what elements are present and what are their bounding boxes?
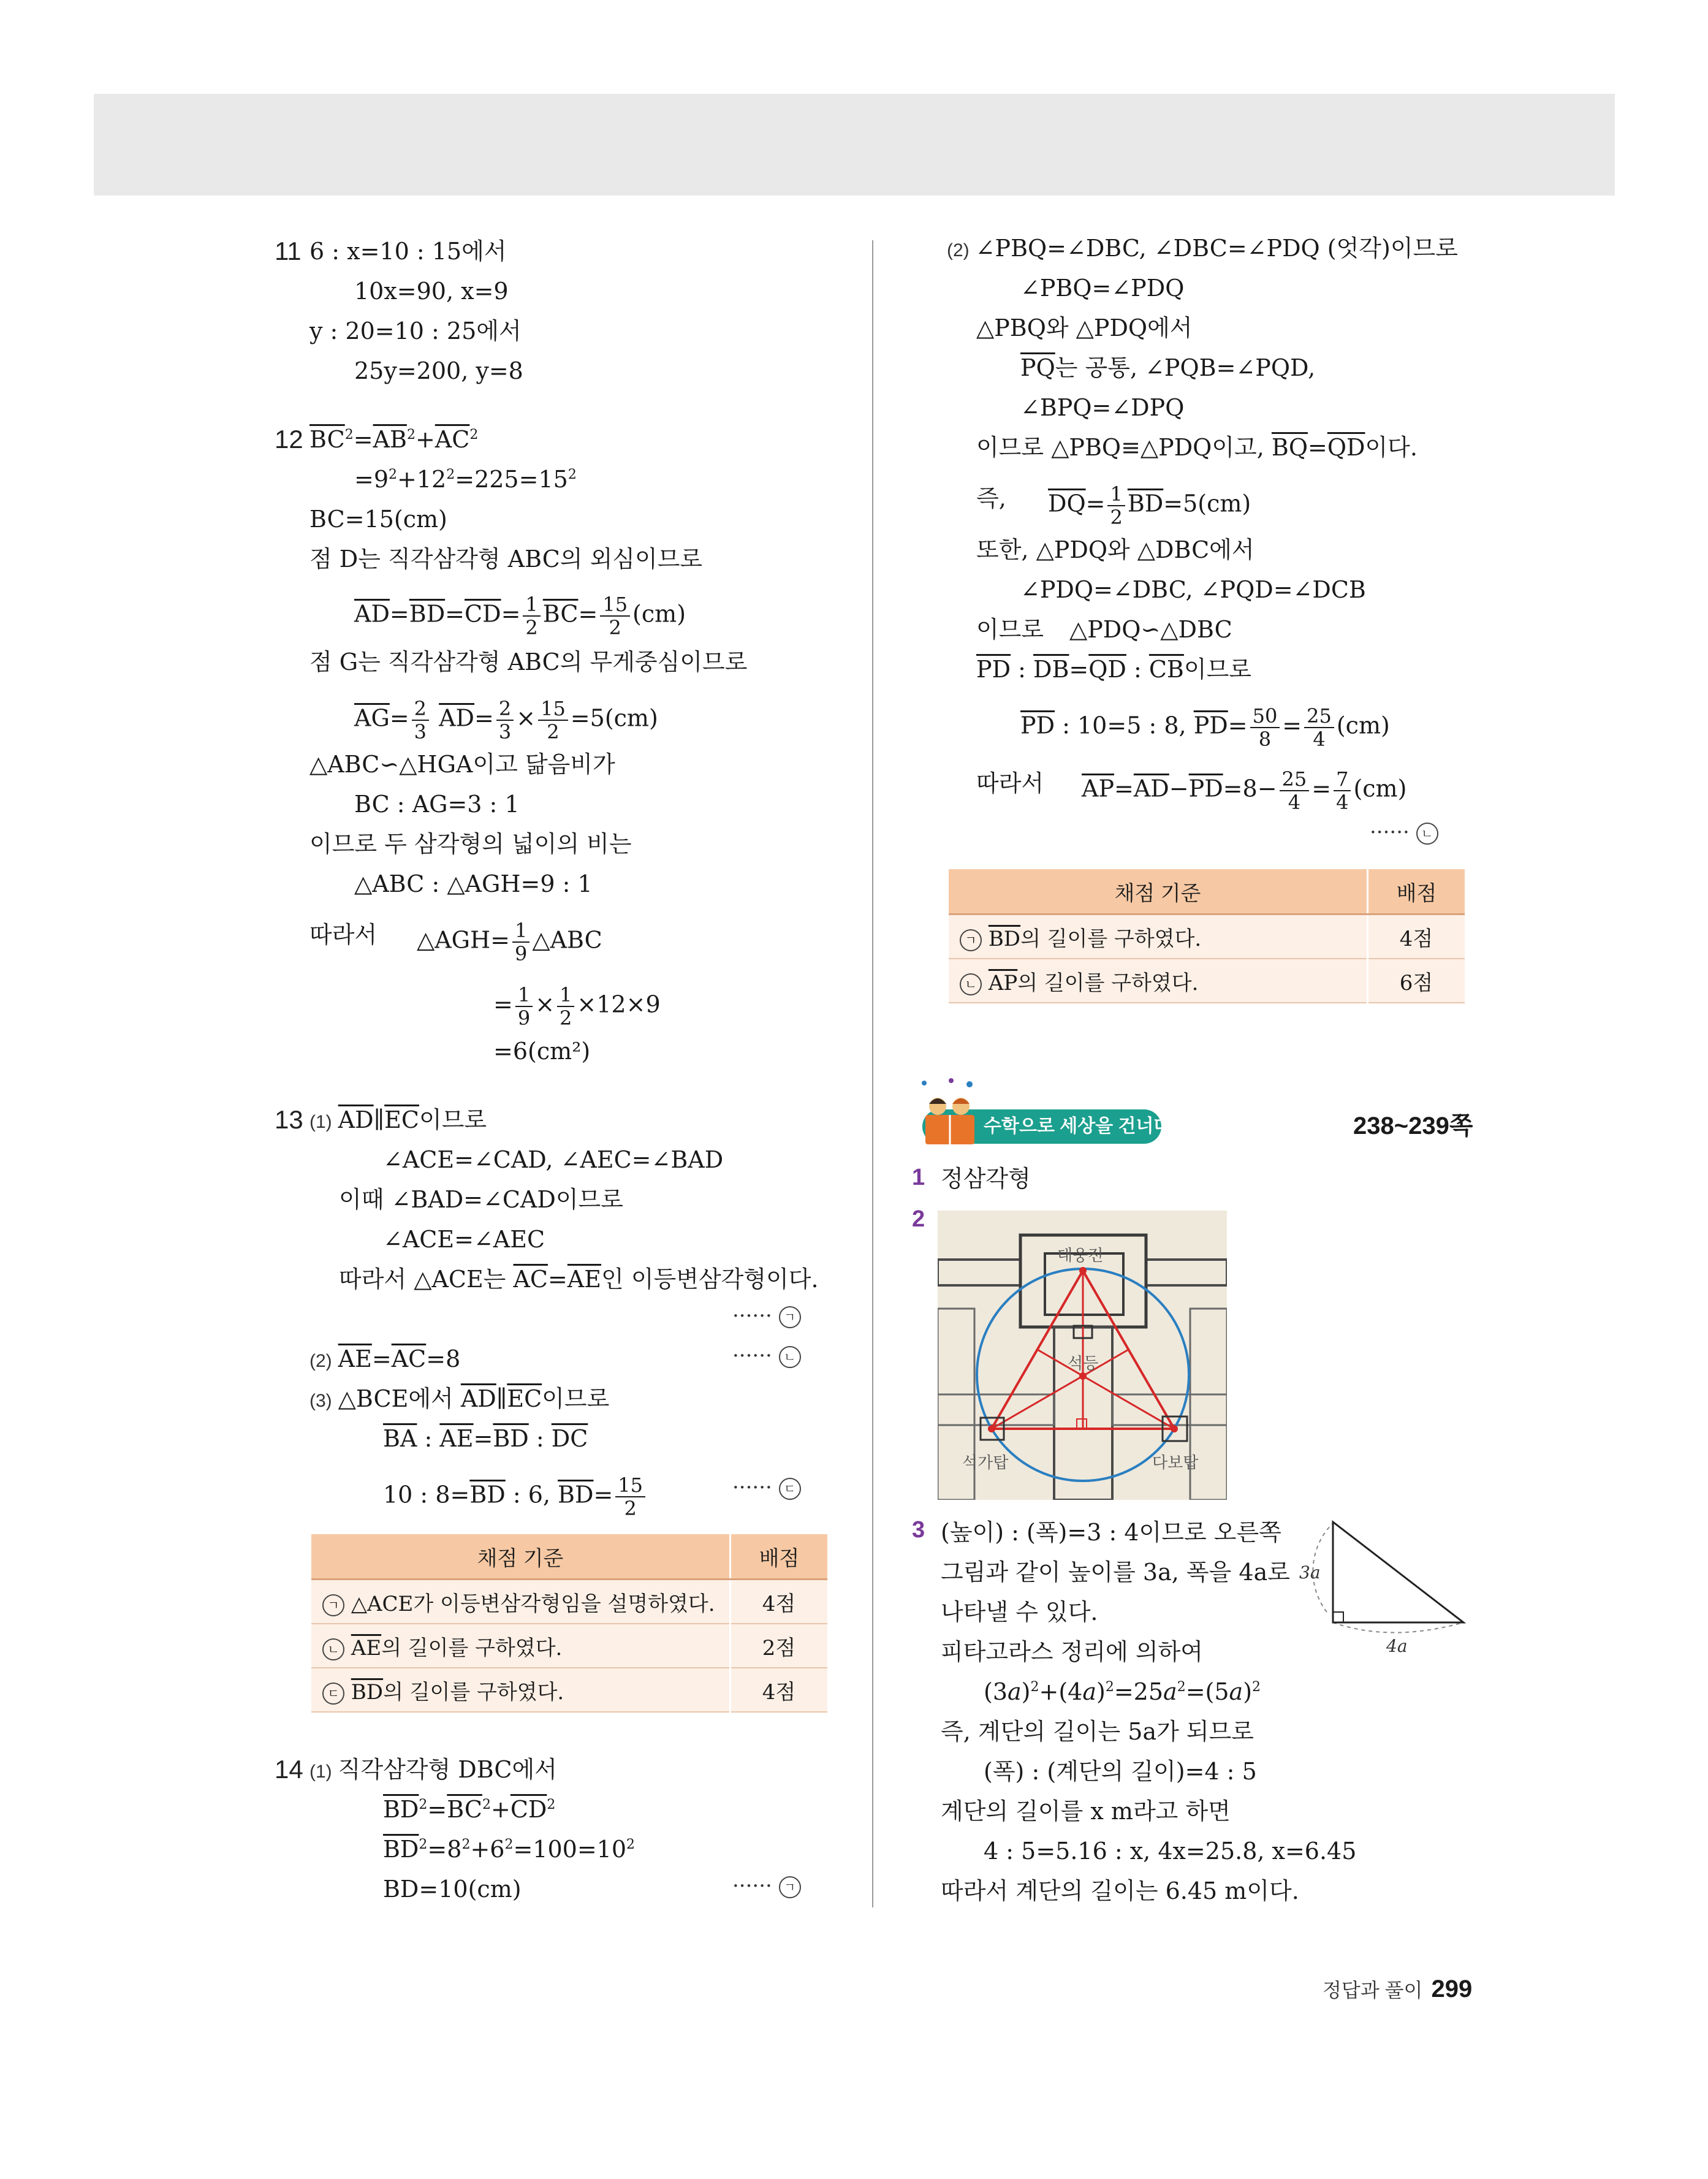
page-footer [1323, 1975, 1472, 2003]
math-line: $\overline{AD}=\overline{BD}=\overline{CD}=$ $\frac{1}{2}$ $\overline{BC}=$ $\frac{15}{2}$ (cm) [354, 593, 686, 639]
text-line: (1) $\overline{AD}\parallel\overline{EC}$이므로 [309, 1106, 487, 1133]
table-cell: 6점 [1368, 959, 1465, 1003]
footer-label: 정답과 풀이 [1323, 1979, 1423, 2001]
math-line: 이므로 △PBQ≡△PDQ이고, $\overline{BQ}=\overline{QD}$이다. [976, 434, 1418, 461]
grade-marker: ······ ㄴ [1370, 820, 1438, 845]
table-cell: ㄷ $\overline{BD}$의 길이를 구하였다. [311, 1668, 731, 1712]
page-number: 299 [1431, 1976, 1473, 2002]
column-divider [872, 240, 873, 1907]
map-label: 대웅전 [1057, 1246, 1104, 1264]
table-row [949, 959, 1465, 1003]
grade-marker: ······ ㄴ [732, 1344, 801, 1368]
math-line: $\overline{BA}$ : $\overline{AE}=\overline{BD}$ : $\overline{DC}$ [383, 1425, 588, 1452]
text-line: 그림과 같이 높이를 3a, 폭을 4a로 [941, 1559, 1290, 1586]
math-line: $\overline{PQ}$는 공통, ∠PQB=∠PQD, [1020, 354, 1316, 381]
answer-text: 정삼각형 [941, 1165, 1031, 1192]
text-line: BC : AG=3 : 1 [354, 791, 520, 818]
answer-number: 2 [912, 1206, 925, 1232]
table-row [311, 1668, 827, 1712]
text-line: BC=15(cm) [309, 506, 447, 533]
scoring-table-13 [311, 1534, 827, 1713]
text-line: 6 : x=10 : 15에서 [309, 238, 507, 265]
text-line: 이때 ∠BAD=∠CAD이므로 [339, 1186, 623, 1213]
text-line: 이므로 [976, 616, 1044, 643]
text-line: 25y=200, y=8 [354, 357, 523, 384]
table-cell: 4점 [1368, 915, 1465, 959]
text-line: BD=10(cm) [383, 1876, 522, 1903]
table-row [949, 915, 1465, 959]
text-line: 점 G는 직각삼각형 ABC의 무게중심이므로 [309, 648, 748, 675]
table-cell: ㄱ $\overline{BD}$의 길이를 구하였다. [949, 915, 1368, 959]
banner-title: 수학으로 세상을 건너다 [984, 1116, 1172, 1136]
map-label: 다보탑 [1152, 1453, 1199, 1472]
kids-reading-icon [913, 1076, 987, 1155]
math-line: $\overline{PD}$ : 10=5 : 8, $\overline{PD}=$ $\frac{50}{8}$ = $\frac{25}{4}$ (cm) [1020, 704, 1390, 751]
table-header: 배점 [731, 1534, 828, 1580]
problem-number: 14 [275, 1755, 303, 1784]
text-line: (3) △BCE에서 $\overline{AD}\parallel\overline{EC}$이므로 [309, 1385, 610, 1412]
text-line: 이므로 두 삼각형의 넓이의 비는 [309, 831, 632, 858]
map-label: 석가탑 [962, 1453, 1009, 1472]
grade-marker: ······ ㄱ [732, 1304, 801, 1328]
text-line: ∠PBQ=∠PDQ [1020, 275, 1185, 302]
page-range: 238~239쪽 [1353, 1112, 1473, 1139]
text-line: 따라서 △ACE는 $\overline{AC}=\overline{AE}$인 이등변삼각형이다. [339, 1266, 819, 1293]
text-line: ∠ACE=∠AEC [383, 1226, 545, 1253]
math-line: $\overline{BC}^2=\overline{AB}^2+\overline{AC}^2$ [309, 426, 479, 453]
text-line: (높이) : (폭)=3 : 4이므로 오른쪽 [941, 1519, 1281, 1546]
table-cell: ㄴ $\overline{AP}$의 길이를 구하였다. [949, 959, 1368, 1003]
text-line: 즉, 계단의 길이는 5a가 되므로 [941, 1718, 1254, 1745]
math-line: = $\frac{1}{9}$ × $\frac{1}{2}$ ×12×9 [493, 983, 661, 1030]
text-line: y : 20=10 : 25에서 [309, 318, 522, 344]
table-row [311, 1624, 827, 1668]
math-line: $\overline{AG}=$ $\frac{2}{3}$ $\overline{AD}=$ $\frac{2}{3}$ × $\frac{15}{2}$ =5(cm) [354, 697, 658, 743]
problem-number: 13 [275, 1105, 303, 1134]
text-line: ∠PDQ=∠DBC, ∠PQD=∠DCB [1020, 576, 1366, 603]
math-line: $=9^2+12^2=225=15^2$ [354, 466, 577, 493]
temple-map-figure [938, 1211, 1227, 1500]
text-line: 계단의 길이를 x m라고 하면 [941, 1798, 1231, 1825]
text-line: (1) 직각삼각형 DBC에서 [309, 1756, 557, 1783]
table-cell: ㄴ $\overline{AE}$의 길이를 구하였다. [311, 1624, 731, 1668]
right-triangle-figure [1299, 1511, 1477, 1658]
math-line: $\overline{BD}^2=8^2+6^2=100=10^2$ [383, 1836, 636, 1863]
math-line: $\overline{AP}=\overline{AD}-\overline{PD}=8-$ $\frac{25}{4}$ = $\frac{7}{4}$ (cm) [1082, 767, 1407, 814]
text-line: (2) $\overline{AE}=\overline{AC}=8$ [309, 1345, 461, 1372]
overline-expr: $\overline{AD}$ [338, 1106, 374, 1133]
math-line: $\overline{DQ}=$ $\frac{1}{2}$ $\overline{BD}=5(cm)$ [1048, 482, 1251, 529]
table-row [311, 1580, 827, 1624]
text-line: =6(cm²) [493, 1038, 591, 1065]
height-label: 3a [1299, 1562, 1321, 1583]
table-header: 채점 기준 [949, 869, 1368, 915]
math-line: $(3a)^2+(4a)^2=25a^2=(5a)^2$ [984, 1678, 1261, 1705]
problem-number: 12 [275, 425, 303, 454]
table-header: 채점 기준 [311, 1534, 731, 1580]
text-line: 나타낼 수 있다. [941, 1599, 1098, 1626]
scoring-table-14 [949, 869, 1465, 1003]
problem-number: 11 [275, 237, 302, 265]
text-line: 또한, △PDQ와 △DBC에서 [976, 536, 1254, 563]
table-header: 배점 [1368, 869, 1465, 915]
text-line: 따라서 계단의 길이는 6.45 m이다. [941, 1877, 1299, 1904]
table-cell: ㄱ △ACE가 이등변삼각형임을 설명하였다. [311, 1580, 731, 1624]
text-line: 따라서 [309, 921, 378, 948]
triangle-shape [1333, 1522, 1463, 1622]
map-label: 석등 [1068, 1354, 1099, 1372]
text-line: △PBQ와 △PDQ에서 [976, 314, 1193, 341]
text-line: (폭) : (계단의 길이)=4 : 5 [984, 1758, 1257, 1785]
text-line: 즉, [976, 485, 1006, 512]
text-line: ∠BPQ=∠DPQ [1020, 394, 1185, 421]
text-line: △PDQ∽△DBC [1069, 616, 1232, 643]
text-line: △ABC : △AGH=9 : 1 [354, 870, 593, 897]
text-line: 피타고라스 정리에 의하여 [941, 1638, 1203, 1665]
text-line: 따라서 [976, 770, 1044, 797]
header-band [94, 94, 1615, 196]
math-line: $\overline{BD}^2=\overline{BC}^2+\overline{CD}^2$ [383, 1796, 556, 1823]
width-label: 4a [1386, 1636, 1408, 1656]
text-line: (2) ∠PBQ=∠DBC, ∠DBC=∠PDQ (엇각)이므로 [947, 235, 1458, 262]
math-line: 10 : $8=\overline{BD}$ : 6, $\overline{BD}=$ $\frac{15}{2}$ [383, 1474, 648, 1519]
grade-marker: ······ ㄱ [732, 1874, 801, 1898]
table-cell: 2점 [731, 1624, 828, 1668]
text-line: ∠ACE=∠CAD, ∠AEC=∠BAD [383, 1146, 724, 1173]
math-line: $\overline{PD}$ : $\overline{DB}=\overline{QD}$ : $\overline{CB}$이므로 [976, 656, 1251, 683]
text-line: △ABC∽△HGA이고 닮음비가 [309, 751, 615, 778]
text-line: 4 : 5=5.16 : x, 4x=25.8, x=6.45 [984, 1838, 1357, 1865]
math-line: △AGH= $\frac{1}{9}$ △ABC [417, 919, 602, 965]
sub-number: (1) [309, 1112, 332, 1132]
grade-marker: ······ ㄷ [732, 1475, 801, 1500]
table-cell: 4점 [731, 1580, 828, 1624]
text-line: 점 D는 직각삼각형 ABC의 외심이므로 [309, 546, 703, 572]
answer-number: 3 [912, 1517, 925, 1543]
text-line: 10x=90, x=9 [354, 278, 509, 305]
table-cell: 4점 [731, 1668, 828, 1712]
answer-number: 1 [912, 1165, 925, 1190]
